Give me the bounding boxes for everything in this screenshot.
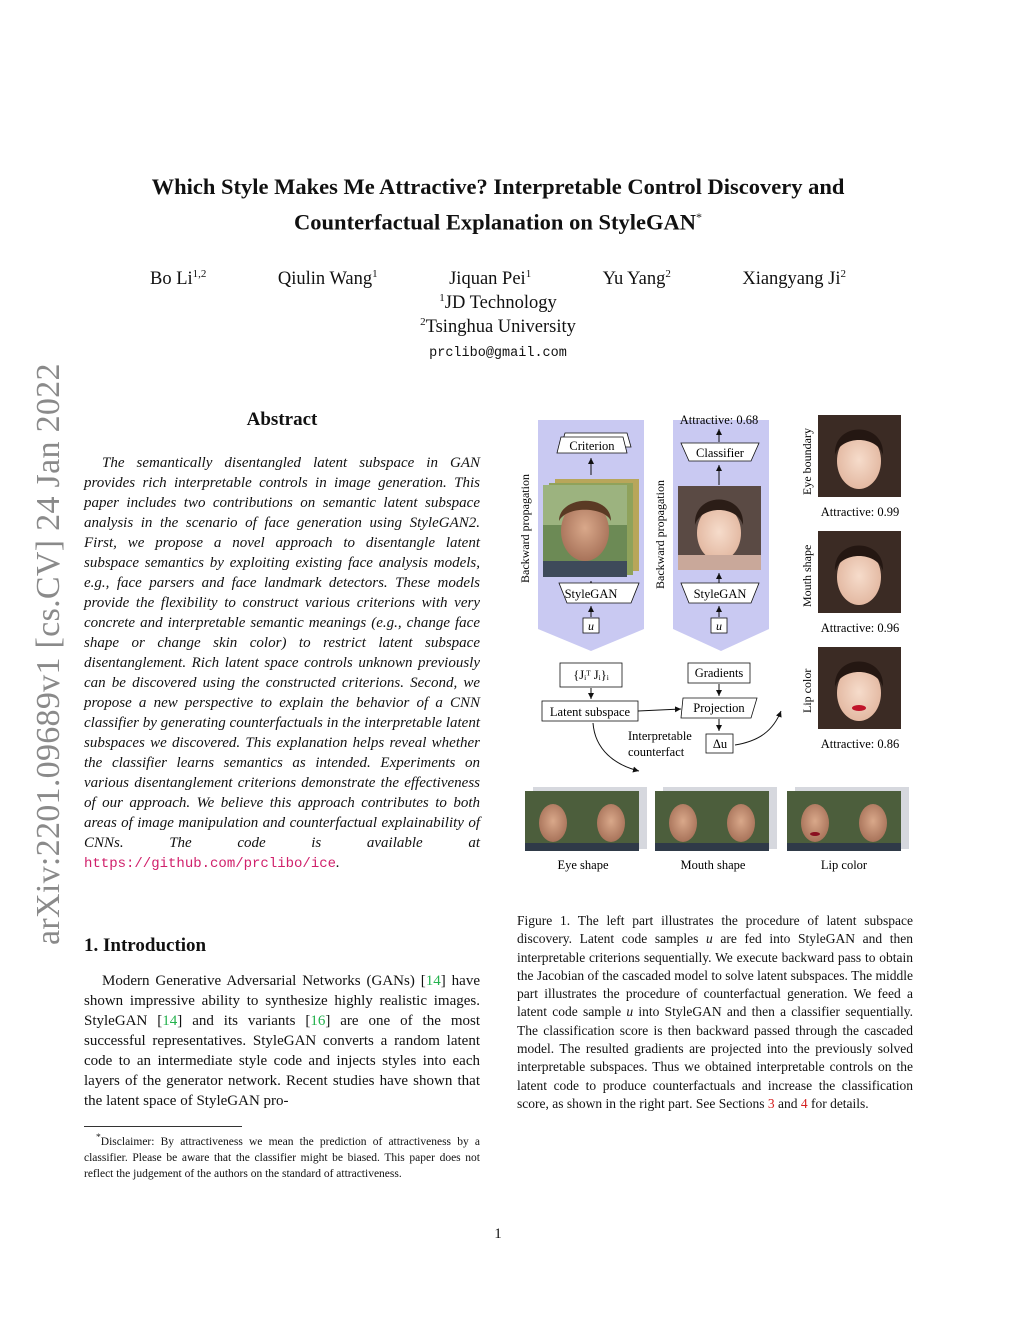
counterfactual-strip-mouth-shape [655,787,777,851]
author-email[interactable]: prclibo@gmail.com [429,346,567,361]
title-line-2: Counterfactual Explanation on StyleGAN* [294,209,702,235]
abstract-heading: Abstract [246,409,318,430]
right-label-eye-boundary: Eye boundary [800,428,814,495]
classifier-label: Classifier [696,446,744,460]
jacobian-label: {Jᵢᵀ Jᵢ}ᵢ [573,668,609,682]
right-face-lip-color [818,647,901,729]
affiliation: $^1$JD Technology [439,292,557,314]
footnote-rule [84,1126,242,1127]
counterfactual-strip-lip-color [787,787,909,851]
interpretable-label: Interpretable [628,729,692,743]
section-heading-introduction: 1. Introduction [84,935,207,956]
stylegan-label-left: StyleGAN [564,587,618,601]
author: Yu Yang$^2$ [602,268,671,290]
author: Jiquan Pei$^1$ [449,268,532,290]
right-face-eye-boundary [818,415,901,497]
introduction-paragraph: Modern Generative Adversarial Networks (GANs) [14] have shown impressive ability to synthesize highly realistic images. StyleGAN [14] and its variants [16] are one of the most successful representatives. StyleGAN converts a random latent code to an intermediate style code and injects styles into each layers of the generator network. Recent studies have shown that the latent space of StyleGAN pro- [84,973,480,1109]
citation-link[interactable]: 14 [425,973,441,989]
latent-u-left: u [588,619,594,633]
gradients-label: Gradients [694,666,744,680]
code-link[interactable]: https://github.com/prclibo/ice [84,856,337,872]
abstract-text: The semantically disentangled latent subspace in GAN provides rich interpretable controls in image generation. This paper includes two contributions on semantic latent subspace analysis in the scenario of face generation using StyleGAN2. First, we propose a novel approach to disentangle latent subspace semantics by exploiting existing face analysis models, e.g., face parsers and face landmark detectors. These models provide the flexibility to construct various criterions with very concrete and interpretable semantic meanings (e.g., change face shape or change skin color) to restrict latent subspace disentanglement. Rich latent space controls unknown previously can be discovered using the constructed criterions. Second, we propose a new perspective to explain the behavior of a CNN classifier by generating counterfactuals in the interpretable latent subspaces we discovered. This explanation helps reveal whether the classifier learns semantics as intended. Experiments on various disentanglement criterions demonstrate the effectiveness of our approach. We believe this approach contributes to both areas of image manipulation and counterfactual explainability of CNNs. The code is available at https://github.com/prclibo/ice. [84,455,480,872]
counterfactual-strip-eye-shape [525,787,647,851]
right-face-mouth-shape [818,531,901,613]
right-label-lip-color: Lip color [800,668,814,713]
page-number: 1 [494,1226,502,1242]
bottom-label-eye-shape: Eye shape [557,858,609,872]
backward-propagation-middle: Backward propagation [653,480,667,589]
delta-u-label: Δu [712,737,728,751]
right-score-1: Attractive: 0.99 [820,505,900,519]
bottom-label-mouth-shape: Mouth shape [680,858,746,872]
backward-propagation-left: Backward propagation [518,474,532,583]
criterion-label: Criterion [569,439,615,453]
affiliation: $^2$Tsinghua University [420,316,576,338]
author: Qiulin Wang$^1$ [277,268,378,290]
author: Xiangyang Ji$^2$ [742,268,846,290]
counterfact-label: counterfact [628,745,685,759]
section-ref-link[interactable]: 3 [767,1095,775,1111]
footnote: *Disclaimer: By attractiveness we mean the prediction of attractiveness by a classifier. Please be aware that the classifier might be biased. This paper does not reflect the judgement of the authors on the standard of attractiveness. [84,1132,480,1180]
projection-label: Projection [693,701,745,715]
arxiv-identifier: arXiv:2201.09689v1 [cs.CV] 24 Jan 2022 [30,363,67,945]
bottom-label-lip-color: Lip color [820,858,868,872]
stylegan-label-middle: StyleGAN [693,587,747,601]
right-label-mouth-shape: Mouth shape [800,544,814,607]
figure-1 [515,405,915,885]
paper-title [90,172,906,238]
latent-subspace-label: Latent subspace [549,705,631,719]
section-ref-link[interactable]: 4 [800,1095,808,1111]
right-score-3: Attractive: 0.86 [820,737,900,751]
title-line-1: Which Style Makes Me Attractive? Interpretable Control Discovery and [151,174,845,199]
citation-link[interactable]: 16 [310,1013,326,1029]
figure-1-caption: Figure 1. The left part illustrates the procedure of latent subspace discovery. Latent code samples u are fed into StyleGAN and then interpretable criterions sequentially. We execute backward pass to obtain the Jacobian of the cascaded model to solve latent subspaces. The middle part illustrates the procedure of counterfactual generation. We feed a latent code sample u into StyleGAN and then a classifier sequentially. The classification score is then backward passed through the cascaded model. The resulted gradients are projected into the previously solved interpretable subspaces. Thus we obtained interpretable controls on the latent code to produce counterfactuals and increase the classification score, as shown in the right part. See Sections 3 and 4 for details. [517,913,913,1111]
attractive-score-top: Attractive: 0.68 [679,413,759,427]
author: Bo Li$^{1,2}$ [150,268,207,290]
latent-u-middle: u [716,619,722,633]
author-list [150,268,846,290]
citation-link[interactable]: 14 [162,1013,178,1029]
right-score-2: Attractive: 0.96 [820,621,900,635]
